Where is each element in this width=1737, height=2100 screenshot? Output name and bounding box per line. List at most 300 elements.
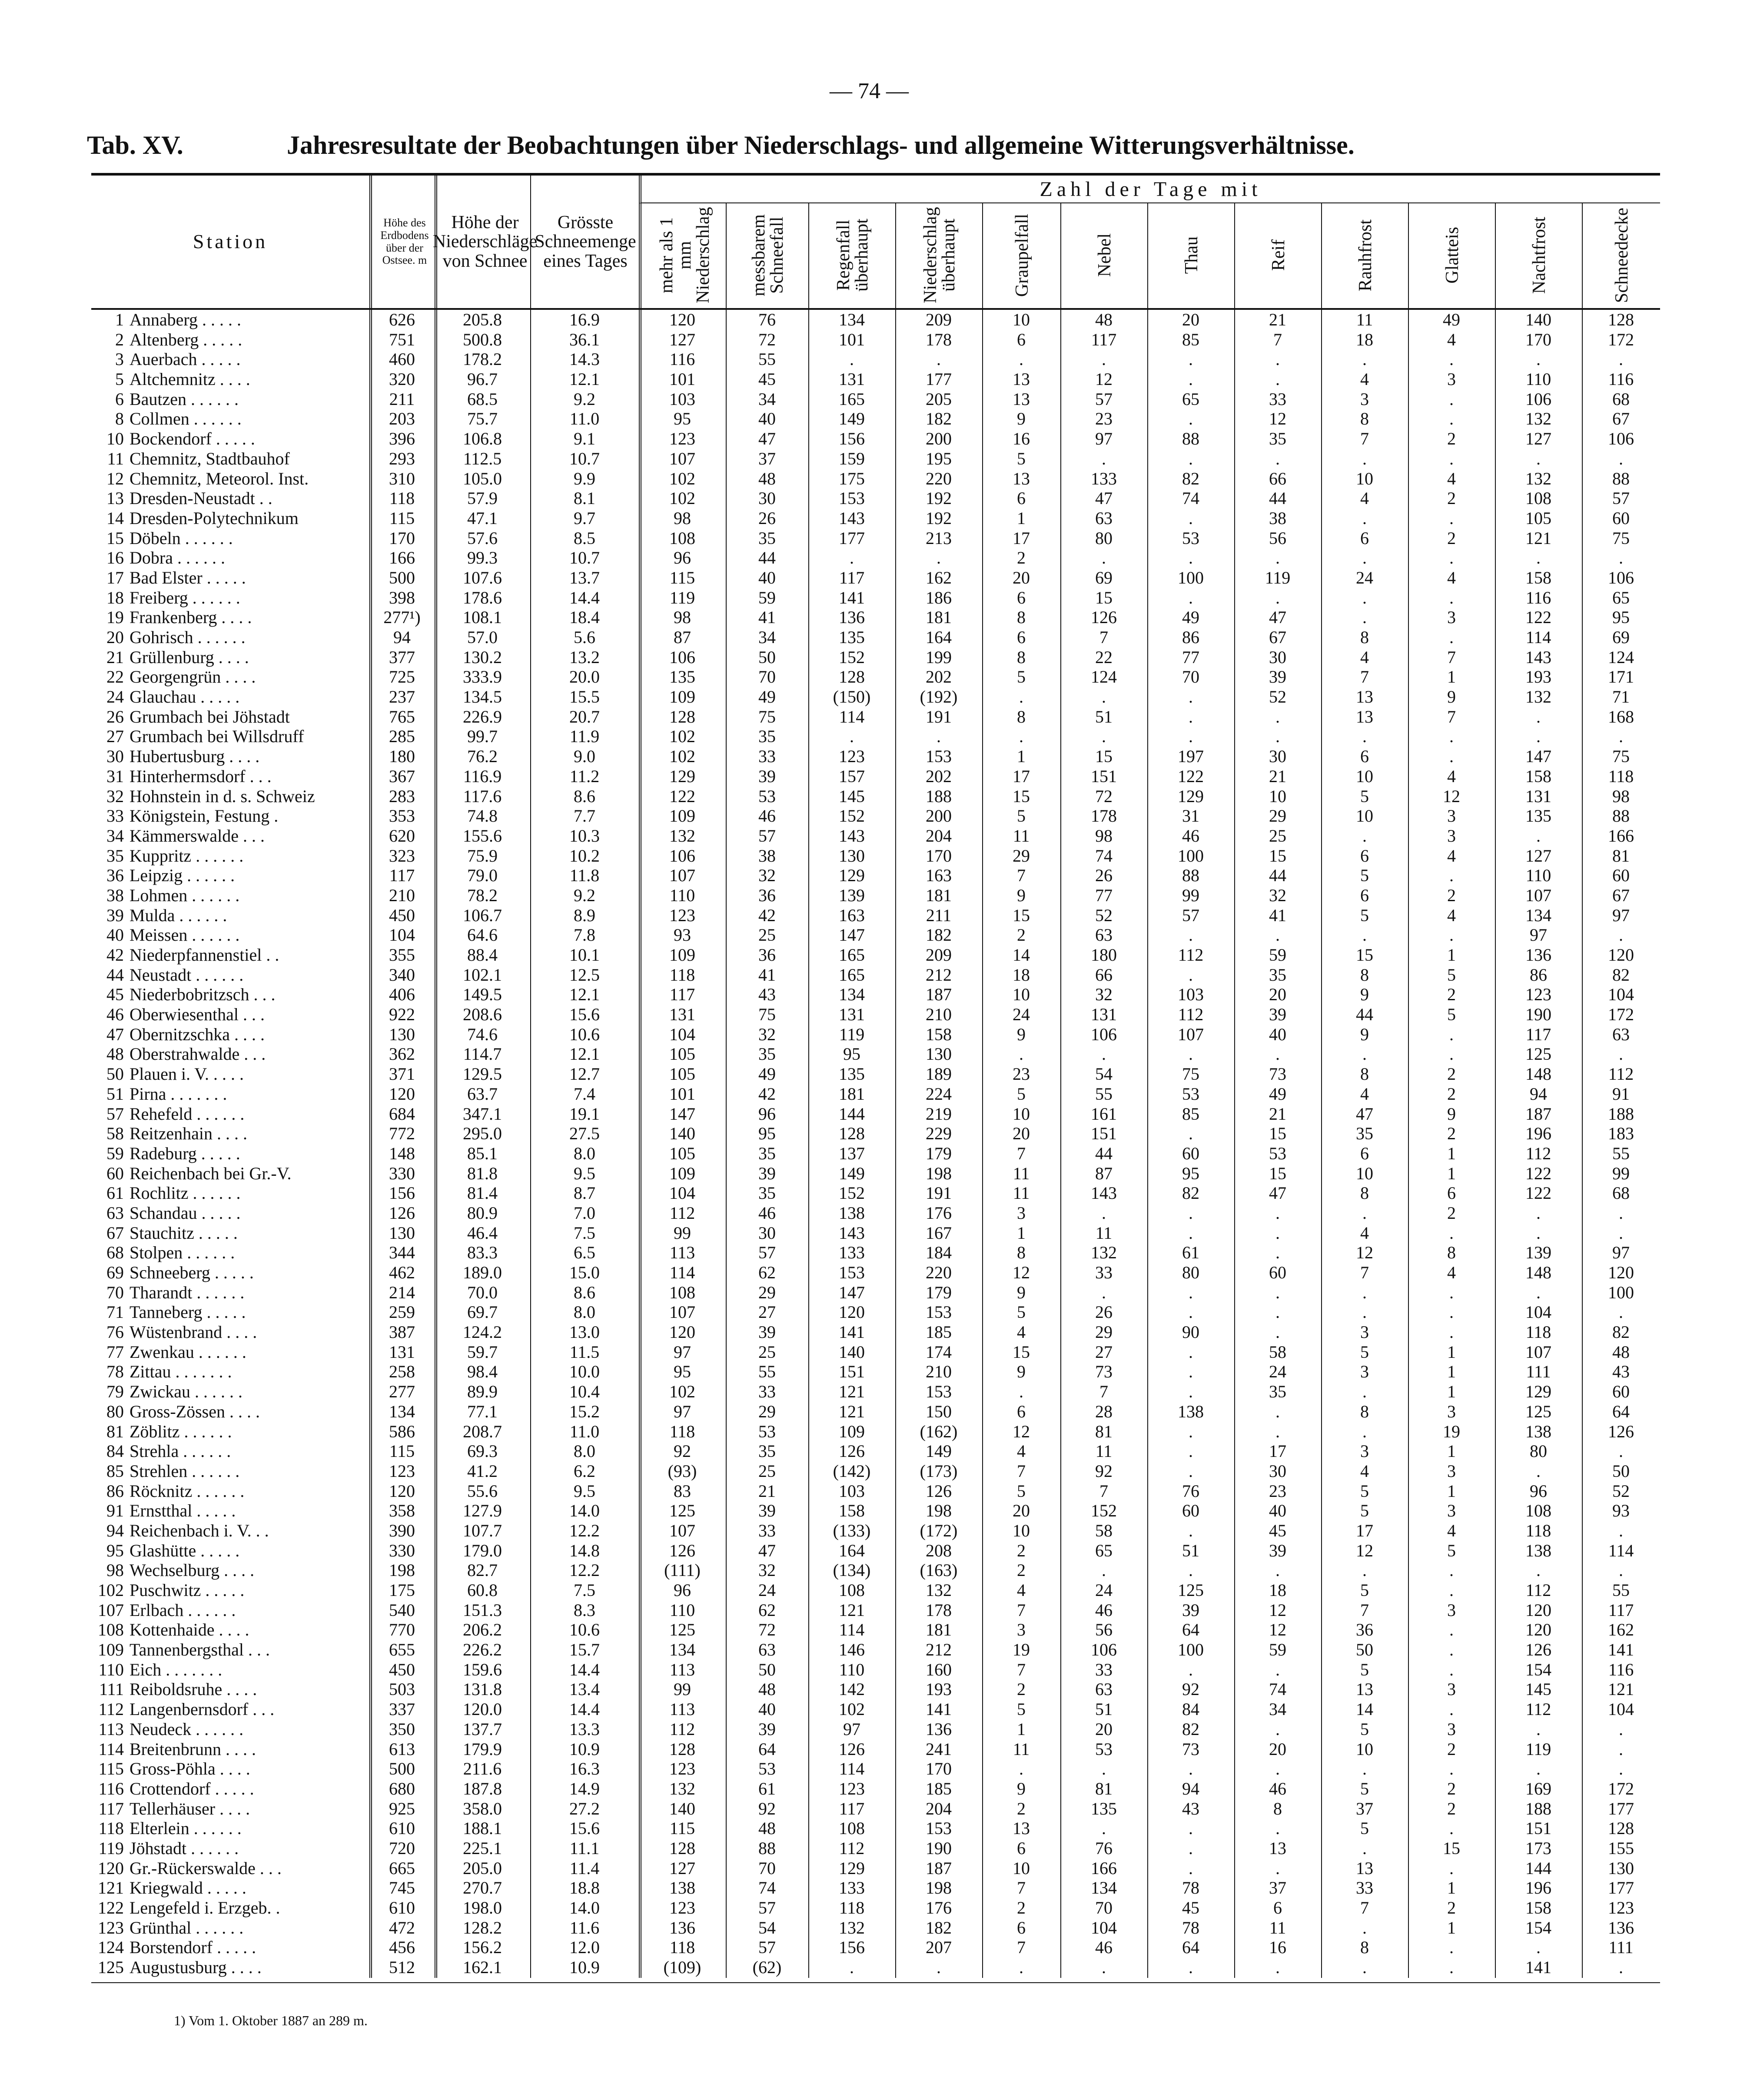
- cell-value: 12.1: [569, 369, 600, 389]
- cell-value: 152: [839, 647, 865, 667]
- station-number: 33: [106, 806, 124, 826]
- cell-value: 19: [1443, 1421, 1460, 1441]
- cell-value: 128: [669, 1739, 695, 1759]
- cell-value: 99: [674, 1223, 691, 1243]
- cell-value: 144: [1525, 1858, 1551, 1878]
- cell-value: 15: [1013, 786, 1030, 806]
- cell-value: 127: [1525, 429, 1551, 449]
- cell-value: 295.0: [463, 1124, 502, 1144]
- cell-value: .: [1189, 1044, 1193, 1064]
- table-row: [91, 806, 1660, 826]
- table-body: [91, 310, 1660, 1977]
- table-row: [91, 1799, 1660, 1819]
- cell-value: 3: [1447, 369, 1456, 389]
- cell-value: 8: [1017, 647, 1026, 667]
- cell-value: .: [1275, 1957, 1280, 1977]
- cell-value: 116: [1608, 369, 1634, 389]
- column-rule: [808, 310, 809, 1978]
- cell-value: 4: [1447, 766, 1456, 786]
- cell-value: 7: [1099, 627, 1108, 647]
- cell-value: 53: [1269, 1143, 1286, 1163]
- cell-value: 74.8: [467, 806, 498, 826]
- cell-value: 105: [669, 1064, 695, 1084]
- cell-value: 136: [669, 1918, 695, 1937]
- cell-value: 2: [1447, 429, 1456, 449]
- cell-value: .: [1362, 607, 1367, 627]
- cell-value: 16: [1269, 1937, 1286, 1957]
- cell-value: .: [1619, 1223, 1623, 1243]
- station-name: Freiberg . . . . . .: [130, 587, 240, 607]
- cell-value: 130: [926, 1044, 952, 1064]
- cell-value: 88: [1612, 468, 1630, 488]
- cell-value: 114: [839, 1620, 865, 1640]
- cell-value: .: [1449, 1640, 1454, 1660]
- cell-value: .: [1275, 1322, 1280, 1342]
- table-row: [91, 1025, 1660, 1045]
- cell-value: .: [1189, 409, 1193, 429]
- cell-value: 82: [1182, 1719, 1199, 1739]
- cell-value: 181: [926, 607, 952, 627]
- cell-value: 46: [1269, 1778, 1286, 1798]
- station-name: Erlbach . . . . . .: [130, 1600, 236, 1620]
- cell-value: 91: [1612, 1084, 1630, 1104]
- cell-value: .: [1536, 1461, 1541, 1481]
- cell-value: 149: [839, 1163, 865, 1183]
- cell-value: 9: [1017, 885, 1026, 905]
- cell-value: 187: [926, 985, 952, 1005]
- cell-value: 153: [839, 488, 865, 508]
- table-row: [91, 1044, 1660, 1064]
- cell-value: .: [1362, 1282, 1367, 1302]
- cell-value: .: [1449, 627, 1454, 647]
- cell-value: 121: [839, 1600, 865, 1620]
- station-name: Tharandt . . . . . .: [130, 1282, 245, 1302]
- station-number: 47: [106, 1024, 124, 1044]
- cell-value: 613: [389, 1739, 415, 1759]
- cell-value: 14.9: [569, 1778, 600, 1798]
- header-day-col-5: [1060, 202, 1148, 308]
- cell-value: 33: [758, 746, 776, 766]
- cell-value: 151: [1091, 766, 1117, 786]
- table-row: [91, 1719, 1660, 1739]
- cell-value: 151.3: [463, 1600, 502, 1620]
- cell-value: 7: [1017, 866, 1026, 886]
- cell-value: 66: [1095, 965, 1113, 985]
- cell-value: 180: [389, 746, 415, 766]
- station-number: 13: [106, 488, 124, 508]
- cell-value: 108: [839, 1580, 865, 1600]
- table-row: [91, 1660, 1660, 1680]
- cell-value: 183: [1608, 1124, 1634, 1144]
- cell-value: 72: [758, 1620, 776, 1640]
- cell-value: 13: [1013, 369, 1030, 389]
- cell-value: 83.3: [467, 1243, 498, 1263]
- cell-value: 123: [839, 1778, 865, 1798]
- table-row: [91, 1422, 1660, 1442]
- cell-value: 134: [839, 310, 865, 329]
- cell-value: .: [1449, 409, 1454, 429]
- cell-value: 1: [1017, 1719, 1026, 1739]
- cell-value: 8.0: [574, 1441, 595, 1461]
- station-number: 119: [98, 1838, 124, 1858]
- table-row: [91, 369, 1660, 389]
- cell-value: 4: [1447, 468, 1456, 488]
- cell-value: 18: [1269, 1580, 1286, 1600]
- cell-value: 44: [1269, 488, 1286, 508]
- cell-value: 118: [669, 965, 695, 985]
- table-row: [91, 826, 1660, 846]
- station-name: Bad Elster . . . . .: [130, 567, 246, 587]
- station-name: Georgengrün . . . .: [130, 667, 256, 687]
- cell-value: 56: [1095, 1620, 1113, 1640]
- cell-value: 131.8: [463, 1679, 502, 1699]
- cell-value: 13.7: [569, 567, 600, 587]
- cell-value: 100: [1178, 567, 1204, 587]
- cell-value: 50: [758, 1659, 776, 1679]
- cell-value: 11.0: [569, 1421, 600, 1441]
- cell-value: 98: [1095, 826, 1113, 846]
- cell-value: 6: [1017, 1918, 1026, 1937]
- cell-value: 725: [389, 667, 415, 687]
- cell-value: 120: [389, 1084, 415, 1104]
- cell-value: 277: [389, 1382, 415, 1402]
- cell-value: 23: [1095, 409, 1113, 429]
- table-row: [91, 1541, 1660, 1561]
- cell-value: 82: [1182, 1183, 1199, 1203]
- cell-value: 16.3: [569, 1759, 600, 1779]
- cell-value: .: [1019, 727, 1023, 746]
- cell-value: 6: [1017, 488, 1026, 508]
- cell-value: 16.9: [569, 310, 600, 329]
- cell-value: 57: [758, 1898, 776, 1918]
- cell-value: 13: [1013, 1818, 1030, 1838]
- cell-value: 158: [839, 1501, 865, 1521]
- cell-value: 4: [1360, 1084, 1369, 1104]
- cell-value: 90: [1182, 1322, 1199, 1342]
- cell-value: 126: [1091, 607, 1117, 627]
- cell-value: 462: [389, 1263, 415, 1282]
- cell-value: 88: [1612, 806, 1630, 826]
- cell-value: 47: [1269, 607, 1286, 627]
- cell-value: 398: [389, 587, 415, 607]
- station-name: Kottenhaide . . . .: [130, 1620, 249, 1640]
- cell-value: 204: [926, 826, 952, 846]
- cell-value: 108: [669, 1282, 695, 1302]
- cell-value: 4: [1447, 846, 1456, 866]
- cell-value: 166: [389, 548, 415, 568]
- cell-value: 88: [1182, 429, 1199, 449]
- cell-value: 772: [389, 1124, 415, 1144]
- table-row: [91, 1144, 1660, 1164]
- station-name: Grumbach bei Willsdruff: [130, 727, 304, 746]
- cell-value: 76: [758, 310, 776, 329]
- cell-value: 181: [926, 885, 952, 905]
- cell-value: 48: [758, 1818, 776, 1838]
- station-number: 60: [106, 1163, 124, 1183]
- header-day-label: messbarem Schneefall: [749, 214, 787, 296]
- table-row: [91, 707, 1660, 727]
- cell-value: 60: [1612, 508, 1630, 528]
- cell-value: 64: [758, 1739, 776, 1759]
- cell-value: 209: [926, 945, 952, 965]
- cell-value: 13: [1356, 1679, 1373, 1699]
- cell-value: 137: [839, 1143, 865, 1163]
- cell-value: 11.8: [569, 866, 600, 886]
- cell-value: 5: [1360, 1659, 1369, 1679]
- cell-value: 1: [1017, 746, 1026, 766]
- cell-value: 8.1: [574, 488, 595, 508]
- cell-value: 10: [1356, 766, 1373, 786]
- cell-value: .: [1362, 508, 1367, 528]
- cell-value: 175: [839, 468, 865, 488]
- cell-value: 87: [674, 627, 691, 647]
- cell-value: .: [1362, 1203, 1367, 1223]
- cell-value: 10.6: [569, 1024, 600, 1044]
- cell-value: 12: [1443, 786, 1460, 806]
- cell-value: 173: [1525, 1838, 1551, 1858]
- cell-value: .: [1189, 508, 1193, 528]
- table-row: [91, 667, 1660, 687]
- cell-value: 126: [839, 1739, 865, 1759]
- cell-value: 27.5: [569, 1124, 600, 1144]
- cell-value: 371: [389, 1064, 415, 1084]
- cell-value: 174: [926, 1342, 952, 1362]
- cell-value: 186: [926, 587, 952, 607]
- cell-value: 120.0: [463, 1699, 502, 1719]
- cell-value: 12: [1269, 409, 1286, 429]
- cell-value: .: [1362, 826, 1367, 846]
- cell-value: 205: [926, 389, 952, 409]
- cell-value: 182: [926, 1918, 952, 1937]
- cell-value: 500.8: [463, 329, 502, 349]
- station-name: Zittau . . . . . . .: [130, 1362, 232, 1382]
- cell-value: 122: [1178, 766, 1204, 786]
- cell-value: 11: [1095, 1223, 1113, 1243]
- cell-value: 35: [1269, 1382, 1286, 1402]
- cell-value: 205.0: [463, 1858, 502, 1878]
- cell-value: 15.6: [569, 1005, 600, 1025]
- cell-value: (163): [920, 1560, 958, 1580]
- cell-value: 2: [1447, 1064, 1456, 1084]
- cell-value: 148: [1525, 1263, 1551, 1282]
- cell-value: 74: [1182, 488, 1199, 508]
- cell-value: 124: [1091, 667, 1117, 687]
- cell-value: 15.5: [569, 687, 600, 707]
- cell-value: 177: [1608, 1878, 1634, 1898]
- header-day-col-10: [1495, 202, 1583, 308]
- column-rule: [435, 310, 437, 1978]
- station-number: 16: [106, 548, 124, 568]
- cell-value: .: [1362, 1838, 1367, 1858]
- cell-value: 5: [1017, 1302, 1026, 1322]
- cell-value: 123: [839, 746, 865, 766]
- cell-value: 28: [1095, 1401, 1113, 1421]
- cell-value: 139: [839, 885, 865, 905]
- station-name: Grumbach bei Jöhstadt: [130, 707, 290, 727]
- cell-value: 92: [758, 1798, 776, 1818]
- cell-value: 24: [758, 1580, 776, 1600]
- table-row: [91, 528, 1660, 548]
- cell-value: 40: [1269, 1501, 1286, 1521]
- cell-value: 67: [1612, 409, 1630, 429]
- station-number: 8: [115, 409, 124, 429]
- cell-value: 123: [669, 1759, 695, 1779]
- header-day-label: Nachtfrost: [1529, 216, 1549, 294]
- cell-value: 4: [1017, 1322, 1026, 1342]
- cell-value: 34: [1269, 1699, 1286, 1719]
- cell-value: 97: [843, 1719, 860, 1739]
- cell-value: 128: [669, 1838, 695, 1858]
- cell-value: .: [1449, 1957, 1454, 1977]
- cell-value: 40: [758, 1699, 776, 1719]
- cell-value: 210: [926, 1362, 952, 1382]
- cell-value: 96: [1530, 1481, 1547, 1501]
- cell-value: 138: [1178, 1401, 1204, 1421]
- header-day-label: mehr als 1 mm Niederschlag: [657, 207, 713, 304]
- cell-value: 8.0: [574, 1143, 595, 1163]
- cell-value: .: [1275, 1302, 1280, 1322]
- cell-value: 225.1: [463, 1838, 502, 1858]
- cell-value: 123: [669, 905, 695, 925]
- cell-value: 163: [926, 866, 952, 886]
- station-number: 20: [106, 627, 124, 647]
- cell-value: .: [1619, 1044, 1623, 1064]
- cell-value: .: [1449, 746, 1454, 766]
- column-rule: [1495, 310, 1496, 1978]
- cell-value: 9: [1017, 1282, 1026, 1302]
- cell-value: 4: [1360, 488, 1369, 508]
- station-number: 94: [106, 1520, 124, 1540]
- cell-value: 82: [1182, 468, 1199, 488]
- cell-value: 3: [1447, 607, 1456, 627]
- cell-value: 620: [389, 826, 415, 846]
- cell-value: 5: [1360, 786, 1369, 806]
- cell-value: 35: [758, 1143, 776, 1163]
- cell-value: 212: [926, 1640, 952, 1660]
- cell-value: 3: [1360, 1322, 1369, 1342]
- station-number: 6: [115, 389, 124, 409]
- cell-value: 199: [926, 647, 952, 667]
- column-rule: [1321, 310, 1322, 1978]
- cell-value: 175: [389, 1580, 415, 1600]
- station-name: Rochlitz . . . . . .: [130, 1183, 241, 1203]
- table-row: [91, 1223, 1660, 1243]
- cell-value: 135: [1091, 1798, 1117, 1818]
- cell-value: 7: [1273, 329, 1282, 349]
- cell-value: 47.1: [467, 508, 498, 528]
- table-row: [91, 508, 1660, 528]
- cell-value: 141: [1525, 1957, 1551, 1977]
- cell-value: .: [1189, 707, 1193, 727]
- table-row: [91, 965, 1660, 985]
- cell-value: 152: [839, 1183, 865, 1203]
- cell-value: 1: [1017, 1223, 1026, 1243]
- cell-value: 9.2: [574, 885, 595, 905]
- station-name: Oberwiesenthal . . .: [130, 1005, 265, 1025]
- cell-value: 104: [389, 925, 415, 945]
- cell-value: .: [1189, 1461, 1193, 1481]
- cell-value: .: [1275, 448, 1280, 468]
- cell-value: 51: [1095, 1699, 1113, 1719]
- station-name: Glauchau . . . . .: [130, 687, 240, 707]
- station-number: 1: [115, 310, 124, 329]
- cell-value: .: [1102, 1759, 1106, 1779]
- cell-value: 49: [1443, 310, 1460, 329]
- cell-value: 198: [926, 1501, 952, 1521]
- cell-value: 162.1: [463, 1957, 502, 1977]
- cell-value: 32: [758, 1560, 776, 1580]
- cell-value: 1: [1447, 1481, 1456, 1501]
- cell-value: .: [1449, 448, 1454, 468]
- cell-value: 81: [1612, 846, 1630, 866]
- station-name: Bockendorf . . . . .: [130, 429, 255, 449]
- cell-value: 10.9: [569, 1739, 600, 1759]
- cell-value: .: [1275, 587, 1280, 607]
- cell-value: 181: [839, 1084, 865, 1104]
- cell-value: 195: [926, 448, 952, 468]
- cell-value: 44: [1269, 866, 1286, 886]
- cell-value: 99.3: [467, 548, 498, 568]
- cell-value: 48: [758, 1679, 776, 1699]
- cell-value: .: [1449, 727, 1454, 746]
- cell-value: 64.6: [467, 925, 498, 945]
- cell-value: 70: [1095, 1898, 1113, 1918]
- cell-value: 46.4: [467, 1223, 498, 1243]
- station-name: Eich . . . . . . .: [130, 1659, 223, 1679]
- cell-value: .: [1189, 687, 1193, 707]
- cell-value: 237: [389, 687, 415, 707]
- cell-value: 120: [669, 1322, 695, 1342]
- cell-value: 116: [1525, 587, 1551, 607]
- cell-value: .: [1275, 1223, 1280, 1243]
- cell-value: 117: [669, 985, 695, 1005]
- cell-value: 177: [1608, 1798, 1634, 1818]
- cell-value: 4: [1447, 1263, 1456, 1282]
- cell-value: 70.0: [467, 1282, 498, 1302]
- cell-value: .: [1449, 925, 1454, 945]
- cell-value: 190: [1525, 1005, 1551, 1025]
- station-number: 81: [106, 1421, 124, 1441]
- cell-value: 5: [1017, 806, 1026, 826]
- table-row: [91, 1679, 1660, 1699]
- cell-value: 189: [926, 1064, 952, 1084]
- cell-value: 178.2: [463, 349, 502, 369]
- cell-value: 2: [1017, 1540, 1026, 1560]
- cell-value: 108.1: [463, 607, 502, 627]
- cell-value: 168: [1608, 707, 1634, 727]
- cell-value: 390: [389, 1520, 415, 1540]
- cell-value: 34: [758, 389, 776, 409]
- cell-value: .: [937, 548, 941, 568]
- cell-value: 40: [758, 567, 776, 587]
- cell-value: 55: [1612, 1143, 1630, 1163]
- cell-value: (150): [833, 687, 871, 707]
- cell-value: 19: [1013, 1640, 1030, 1660]
- table-row: [91, 1104, 1660, 1124]
- cell-value: 94: [393, 627, 411, 647]
- cell-value: 745: [389, 1878, 415, 1898]
- cell-value: 47: [1269, 1183, 1286, 1203]
- cell-value: 8.7: [574, 1183, 595, 1203]
- cell-value: 138: [669, 1878, 695, 1898]
- header-day-col-11: [1582, 202, 1661, 308]
- cell-value: 112: [1178, 945, 1204, 965]
- cell-value: 182: [926, 409, 952, 429]
- cell-value: 13: [1356, 707, 1373, 727]
- cell-value: 111: [1526, 1362, 1551, 1382]
- cell-value: 107: [1178, 1024, 1204, 1044]
- cell-value: 55: [1612, 1580, 1630, 1600]
